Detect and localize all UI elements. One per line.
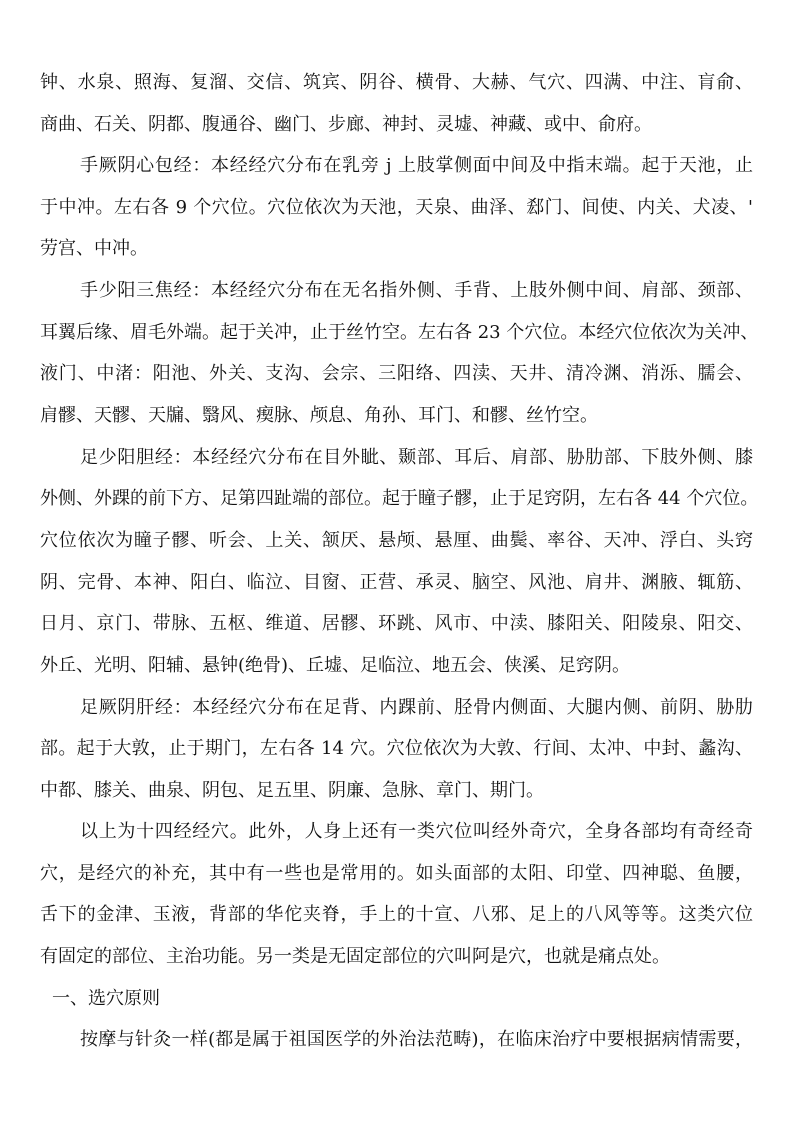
paragraph-start-line: 手厥阴心包经：本经经穴分布在乳旁 j 上肢掌侧面中间及中指末端。起于天池，止 xyxy=(80,155,753,176)
text-line: 中都、膝关、曲泉、阴包、足五里、阴廉、急脉、章门、期门。 xyxy=(40,780,544,801)
paragraph-start-line: 以上为十四经经穴。此外，人身上还有一类穴位叫经外奇穴，全身各部均有奇经奇 xyxy=(80,821,753,842)
text-line: 日月、京门、带脉、五枢、维道、居髎、环跳、风市、中渎、膝阳关、阳陵泉、阳交、 xyxy=(40,613,753,634)
text-line: 耳翼后缘、眉毛外端。起于关冲，止于丝竹空。左右各 23 个穴位。本经穴位依次为关冲、 xyxy=(40,322,759,343)
text-line: 舌下的金津、玉液，背部的华佗夹脊，手上的十宣、八邪、足上的八风等等。这类穴位 xyxy=(40,904,753,925)
text-line: 钟、水泉、照海、复溜、交信、筑宾、阴谷、横骨、大赫、气穴、四满、中注、肓俞、 xyxy=(40,72,753,93)
text-line: 穴位依次为瞳子髎、听会、上关、颔厌、悬颅、悬厘、曲鬓、率谷、天冲、浮白、头窍 xyxy=(40,530,753,551)
paragraph-start-line: 足厥阴肝经：本经经穴分布在足背、内踝前、胫骨内侧面、大腿内侧、前阴、胁肋 xyxy=(80,697,753,718)
paragraph-start-line: 按摩与针灸一样(都是属于祖国医学的外治法范畴)，在临床治疗中要根据病情需要， xyxy=(80,1029,753,1050)
paragraph-start-line: 手少阳三焦经：本经经穴分布在无名指外侧、手背、上肢外侧中间、肩部、颈部、 xyxy=(80,280,753,301)
text-line: 劳宫、中冲。 xyxy=(40,238,148,259)
text-line: 于中冲。左右各 9 个穴位。穴位依次为天池，天泉、曲泽、郄门、间使、内关、犬凌、' xyxy=(40,197,753,218)
paragraph-start-line: 足少阳胆经：本经经穴分布在目外眦、颞部、耳后、肩部、胁肋部、下肢外侧、膝 xyxy=(80,447,753,468)
text-line: 外侧、外踝的前下方、足第四趾端的部位。起于瞳子髎，止于足窍阴，左右各 44 个穴位。 xyxy=(40,488,759,509)
text-line: 商曲、石关、阴都、腹通谷、幽门、步廊、神封、灵墟、神藏、或中、俞府。 xyxy=(40,114,652,135)
text-line: 有固定的部位、主治功能。另一类是无固定部位的穴叫阿是穴，也就是痛点处。 xyxy=(40,946,670,967)
text-line: 液门、中渚：阳池、外关、支沟、会宗、三阳络、四渎、天井、清冷渊、消泺、臑会、 xyxy=(40,363,753,384)
text-line: 穴，是经穴的补充，其中有一些也是常用的。如头面部的太阳、印堂、四神聪、鱼腰， xyxy=(40,863,753,884)
text-line: 肩髎、天髎、天牖、翳风、瘈脉、颅息、角孙、耳门、和髎、丝竹空。 xyxy=(40,405,598,426)
section-heading: 一、选穴原则 xyxy=(52,988,160,1009)
text-line: 外丘、光明、阳辅、悬钟(绝骨)、丘墟、足临泣、地五会、侠溪、足窍阴。 xyxy=(40,655,631,676)
text-line: 部。起于大敦，止于期门，左右各 14 穴。穴位依次为大敦、行间、太冲、中封、蠡沟、 xyxy=(40,738,753,759)
text-line: 阴、完骨、本神、阳白、临泣、目窗、正营、承灵、脑空、风池、肩井、渊腋、辄筋、 xyxy=(40,572,753,593)
